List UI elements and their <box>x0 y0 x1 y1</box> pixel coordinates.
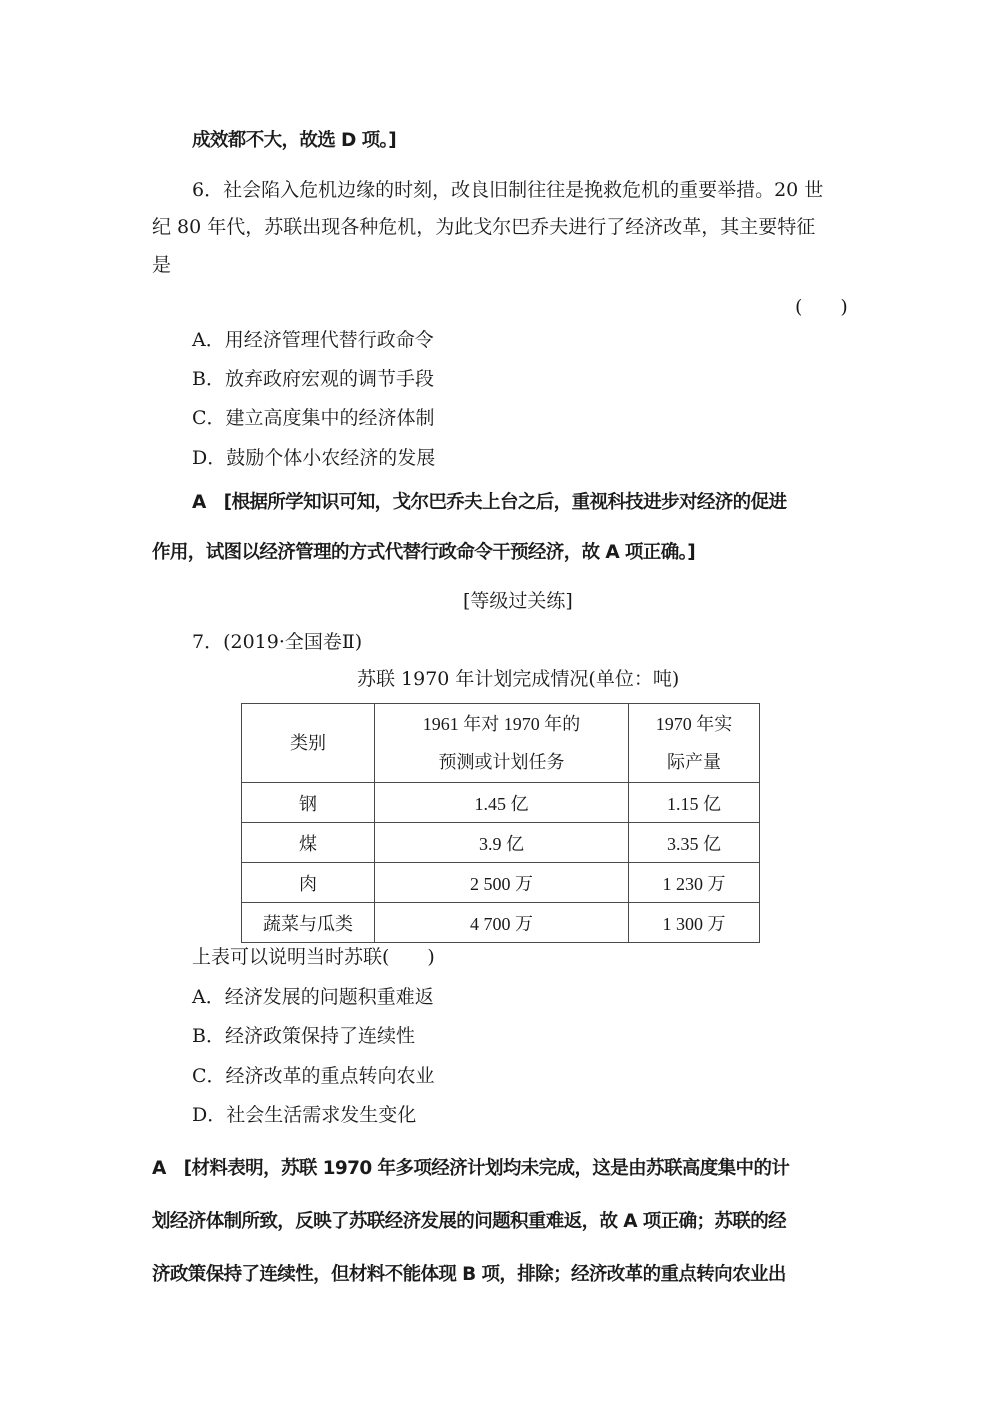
table-row <box>242 823 760 863</box>
cell-category: 蔬菜与瓜类 <box>242 903 375 943</box>
q6-stem-line-1: 6．社会陷入危机边缘的时刻，改良旧制往往是挽救危机的重要举措。20 世 <box>192 179 824 201</box>
q6-stem-line-3: 是 <box>152 254 172 276</box>
q7-option-b: B．经济政策保持了连续性 <box>192 1025 415 1047</box>
q6-option-d: D．鼓励个体小农经济的发展 <box>192 447 436 469</box>
cell-actual: 1.15 亿 <box>629 783 760 823</box>
table-title: 苏联 1970 年计划完成情况(单位：吨) <box>357 668 680 690</box>
q7-option-c: C．经济改革的重点转向农业 <box>192 1065 435 1087</box>
q6-option-b: B．放弃政府宏观的调节手段 <box>192 368 434 390</box>
q6-stem-line-2: 纪 80 年代，苏联出现各种危机，为此戈尔巴乔夫进行了经济改革，其主要特征 <box>152 216 816 238</box>
table-row <box>242 903 760 943</box>
q6-answer-line-2: 作用，试图以经济管理的方式代替行政命令干预经济，故 A 项正确。] <box>152 542 696 563</box>
q7-option-a: A．经济发展的问题积重难返 <box>192 986 434 1008</box>
cell-plan: 3.9 亿 <box>375 823 629 863</box>
table-row <box>242 863 760 903</box>
cell-plan: 1.45 亿 <box>375 783 629 823</box>
q6-answer-blank: ( ) <box>795 296 848 318</box>
section-heading: [等级过关练] <box>463 590 573 612</box>
q7-question: 上表可以说明当时苏联( ) <box>192 946 435 968</box>
previous-answer-tail: 成效都不大，故选 D 项。] <box>192 130 397 151</box>
q7-option-d: D．社会生活需求发生变化 <box>192 1104 417 1126</box>
q6-option-a: A．用经济管理代替行政命令 <box>192 329 434 351</box>
table-row <box>242 783 760 823</box>
header-category: 类别 <box>242 704 375 783</box>
cell-actual: 1 230 万 <box>629 863 760 903</box>
q6-option-c: C．建立高度集中的经济体制 <box>192 407 435 429</box>
cell-actual: 3.35 亿 <box>629 823 760 863</box>
cell-actual: 1 300 万 <box>629 903 760 943</box>
table-header-row <box>242 704 760 783</box>
header-plan: 1961 年对 1970 年的 预测或计划任务 <box>375 704 629 783</box>
q6-answer-line-1: A [根据所学知识可知，戈尔巴乔夫上台之后，重视科技进步对经济的促进 <box>192 492 787 513</box>
q7-stem: 7．(2019·全国卷Ⅱ) <box>192 631 363 653</box>
cell-category: 肉 <box>242 863 375 903</box>
cell-category: 煤 <box>242 823 375 863</box>
q7-answer-line-1: A [材料表明，苏联 1970 年多项经济计划均未完成，这是由苏联高度集中的计 <box>152 1158 790 1179</box>
cell-category: 钢 <box>242 783 375 823</box>
q7-answer-line-2: 划经济体制所致，反映了苏联经济发展的问题积重难返，故 A 项正确；苏联的经 <box>152 1211 787 1232</box>
header-actual: 1970 年实 际产量 <box>629 704 760 783</box>
production-table <box>241 703 760 943</box>
cell-plan: 2 500 万 <box>375 863 629 903</box>
q7-answer-line-3: 济政策保持了连续性，但材料不能体现 B 项，排除；经济改革的重点转向农业出 <box>152 1264 786 1285</box>
cell-plan: 4 700 万 <box>375 903 629 943</box>
